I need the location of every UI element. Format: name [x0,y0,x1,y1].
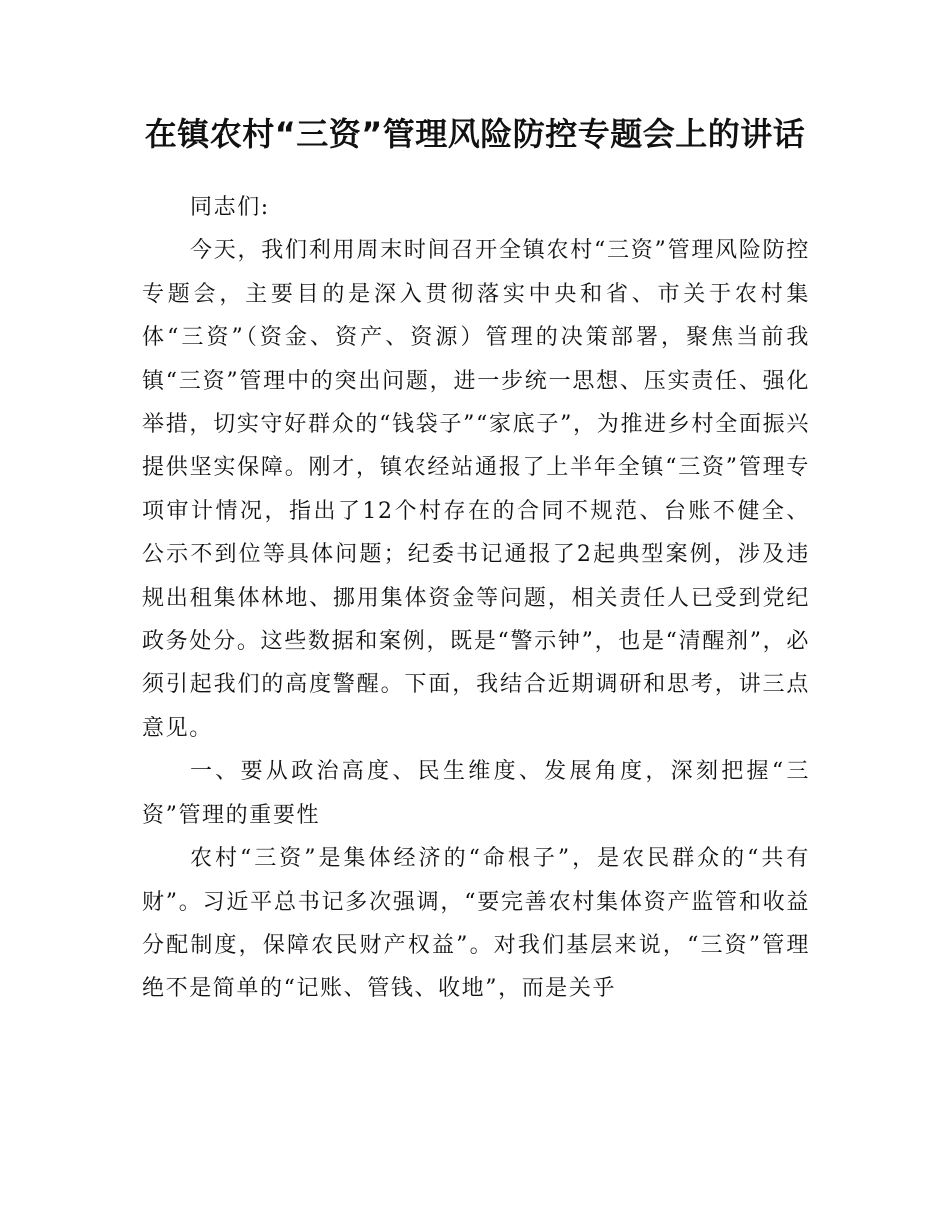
section-heading-1: 一、要从政治高度、民生维度、发展角度，深刻把握“三资”管理的重要性 [142,759,810,828]
paragraph-opening: 今天，我们利用周末时间召开全镇农村“三资”管理风险防控专题会，主要目的是深入贯彻落实中央和省、市关于农村集体“三资”（资金、资产、资源）管理的决策部署，聚焦当前我镇“三资”管理中的突出问题，进一步统一思想、压实责任、强化举措，切实守好群众的“钱袋子”“家底子”，为推进乡村全面振兴提供坚实保障。刚才，镇农经站通报了上半年全镇“三资”管理专项审计情况，指出了12个村存在的合同不规范、台账不健全、公示不到位等具体问题；纪委书记通报了2起典型案例，涉及违规出租集体林地、挪用集体资金等问题，相关责任人已受到党纪政务处分。这些数据和案例，既是“警示钟”，也是“清醒剂”，必须引起我们的高度警醒。下面，我结合近期调研和思考，讲三点意见。 [142,238,810,741]
salutation: 同志们: [190,195,270,220]
document-title: 在镇农村“三资”管理风险防控专题会上的讲话 [144,115,806,153]
paragraph-section-1: 农村“三资”是集体经济的“命根子”，是农民群众的“共有财”。习近平总书记多次强调，“要完善农村集体资产监管和收益分配制度，保障农民财产权益”。对我们基层来说，“三资”管理绝不是简单的“记账、管钱、收地”，而是关乎 [142,846,810,1002]
document-body [142,186,810,1011]
